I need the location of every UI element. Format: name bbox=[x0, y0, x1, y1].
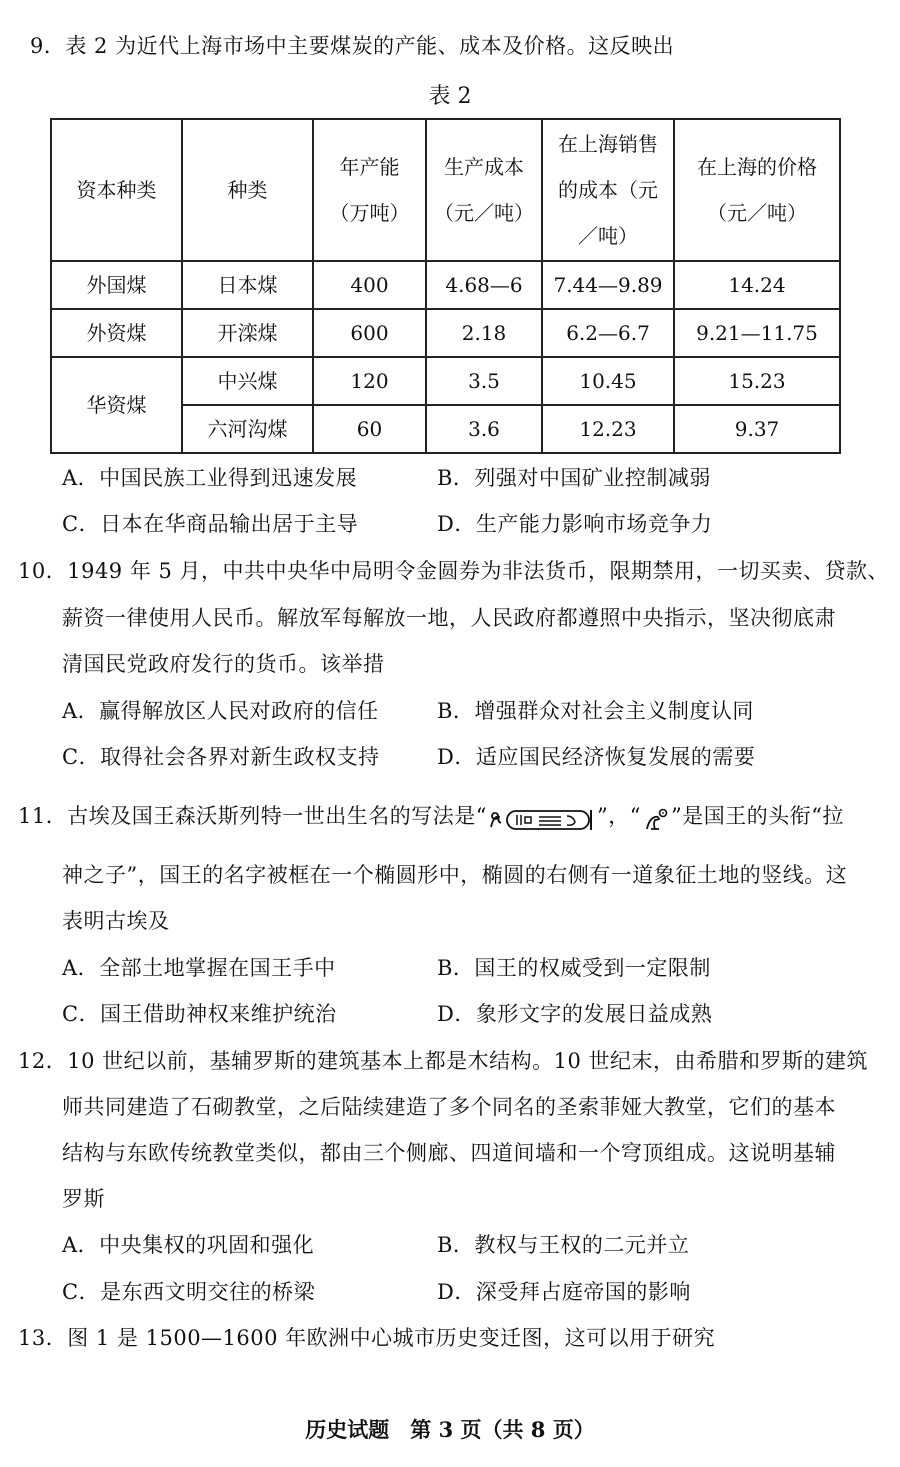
cell-kind: 日本煤 bbox=[182, 261, 313, 309]
q11-text-c: ”是国王的头衔“拉 bbox=[670, 804, 844, 828]
cell-kind: 开滦煤 bbox=[182, 309, 313, 357]
cell-kind: 中兴煤 bbox=[182, 357, 313, 405]
cell-production-cost: 4.68—6 bbox=[426, 261, 542, 309]
cell-capacity: 60 bbox=[313, 405, 426, 453]
q12-option-a[interactable]: A．中央集权的巩固和强化 bbox=[62, 1233, 315, 1257]
q9-option-b[interactable]: B．列强对中国矿业控制减弱 bbox=[437, 466, 711, 490]
q10-option-d[interactable]: D．适应国民经济恢复发展的需要 bbox=[437, 745, 756, 769]
q10-stem-line-3: 清国民党政府发行的货币。该举措 bbox=[62, 652, 385, 676]
cell-price: 14.24 bbox=[674, 261, 840, 309]
q11-option-a[interactable]: A．全部土地掌握在国王手中 bbox=[62, 956, 336, 980]
table-row bbox=[51, 261, 840, 309]
q11-text-a: 11．古埃及国王森沃斯列特一世出生名的写法是“ bbox=[18, 804, 487, 828]
q12-option-d[interactable]: D．深受拜占庭帝国的影响 bbox=[437, 1280, 691, 1304]
table-row bbox=[51, 309, 840, 357]
q13-stem: 13．图 1 是 1500—1600 年欧洲中心城市历史变迁图，这可以用于研究 bbox=[18, 1326, 716, 1350]
cell-capacity: 120 bbox=[313, 357, 426, 405]
q11-stem-line-2: 神之子”，国王的名字被框在一个椭圆形中，椭圆的右侧有一道象征土地的竖线。这 bbox=[62, 863, 848, 887]
q11-option-c[interactable]: C．国王借助神权来维护统治 bbox=[62, 1002, 337, 1026]
q9-option-c[interactable]: C．日本在华商品输出居于主导 bbox=[62, 512, 359, 536]
cell-capacity: 600 bbox=[313, 309, 426, 357]
cell-production-cost: 2.18 bbox=[426, 309, 542, 357]
q10-option-c[interactable]: C．取得社会各界对新生政权支持 bbox=[62, 745, 380, 769]
q12-stem-line-4: 罗斯 bbox=[62, 1187, 105, 1211]
q9-option-a[interactable]: A．中国民族工业得到迅速发展 bbox=[62, 466, 358, 490]
q12-stem-line-2: 师共同建造了石砌教堂，之后陆续建造了多个同名的圣索菲娅大教堂，它们的基本 bbox=[62, 1095, 836, 1119]
q9-stem: 9．表 2 为近代上海市场中主要煤炭的产能、成本及价格。这反映出 bbox=[30, 34, 675, 58]
table-header-row bbox=[51, 119, 840, 261]
q12-option-b[interactable]: B．教权与王权的二元并立 bbox=[437, 1233, 690, 1257]
q9-option-d[interactable]: D．生产能力影响市场竞争力 bbox=[437, 512, 713, 536]
q10-stem-line-1: 10．1949 年 5 月，中共中央华中局明令金圆券为非法货币，限期禁用，一切买卖、贷款、 bbox=[18, 559, 890, 583]
q12-option-c[interactable]: C．是东西文明交往的桥梁 bbox=[62, 1280, 316, 1304]
cell-sales-cost: 6.2—6.7 bbox=[542, 309, 674, 357]
q10-option-b[interactable]: B．增强群众对社会主义制度认同 bbox=[437, 699, 754, 723]
cell-production-cost: 3.5 bbox=[426, 357, 542, 405]
header-production-cost: 生产成本 （元／吨） bbox=[426, 119, 542, 261]
header-shanghai-price: 在上海的价格 （元／吨） bbox=[674, 119, 840, 261]
cell-price: 9.37 bbox=[674, 405, 840, 453]
header-capital-type: 资本种类 bbox=[51, 119, 182, 261]
cell-kind: 六河沟煤 bbox=[182, 405, 313, 453]
coal-table bbox=[50, 118, 841, 454]
q11-text-b: ”，“ bbox=[596, 804, 641, 828]
cell-capital: 外资煤 bbox=[51, 309, 182, 357]
q11-option-d[interactable]: D．象形文字的发展日益成熟 bbox=[437, 1002, 713, 1026]
cell-production-cost: 3.6 bbox=[426, 405, 542, 453]
son-of-ra-glyph-icon bbox=[641, 807, 671, 829]
hieroglyph-cartouche-icon bbox=[487, 807, 597, 829]
header-kind: 种类 bbox=[182, 119, 313, 261]
q12-stem-line-3: 结构与东欧传统教堂类似，都由三个侧廊、四道间墙和一个穹顶组成。这说明基辅 bbox=[62, 1141, 836, 1165]
q12-stem-line-1: 12．10 世纪以前，基辅罗斯的建筑基本上都是木结构。10 世纪末，由希腊和罗斯的建筑 bbox=[18, 1049, 869, 1073]
q11-option-b[interactable]: B．国王的权威受到一定限制 bbox=[437, 956, 711, 980]
cell-capital: 华资煤 bbox=[51, 357, 182, 453]
page-footer: 历史试题 第 3 页（共 8 页） bbox=[305, 1417, 595, 1442]
cell-price: 9.21—11.75 bbox=[674, 309, 840, 357]
cell-price: 15.23 bbox=[674, 357, 840, 405]
cell-capital: 外国煤 bbox=[51, 261, 182, 309]
q10-option-a[interactable]: A．赢得解放区人民对政府的信任 bbox=[62, 699, 379, 723]
cell-sales-cost: 7.44—9.89 bbox=[542, 261, 674, 309]
table-row bbox=[51, 357, 840, 405]
q11-stem-line-3: 表明古埃及 bbox=[62, 909, 170, 933]
q10-stem-line-2: 薪资一律使用人民币。解放军每解放一地，人民政府都遵照中央指示，坚决彻底肃 bbox=[62, 606, 836, 630]
header-capacity: 年产能 （万吨） bbox=[313, 119, 426, 261]
cell-sales-cost: 10.45 bbox=[542, 357, 674, 405]
q11-stem-line-1 bbox=[18, 801, 844, 831]
cell-capacity: 400 bbox=[313, 261, 426, 309]
table-caption: 表 2 bbox=[428, 84, 472, 109]
header-sales-cost: 在上海销售 的成本（元 ／吨） bbox=[542, 119, 674, 261]
cell-sales-cost: 12.23 bbox=[542, 405, 674, 453]
